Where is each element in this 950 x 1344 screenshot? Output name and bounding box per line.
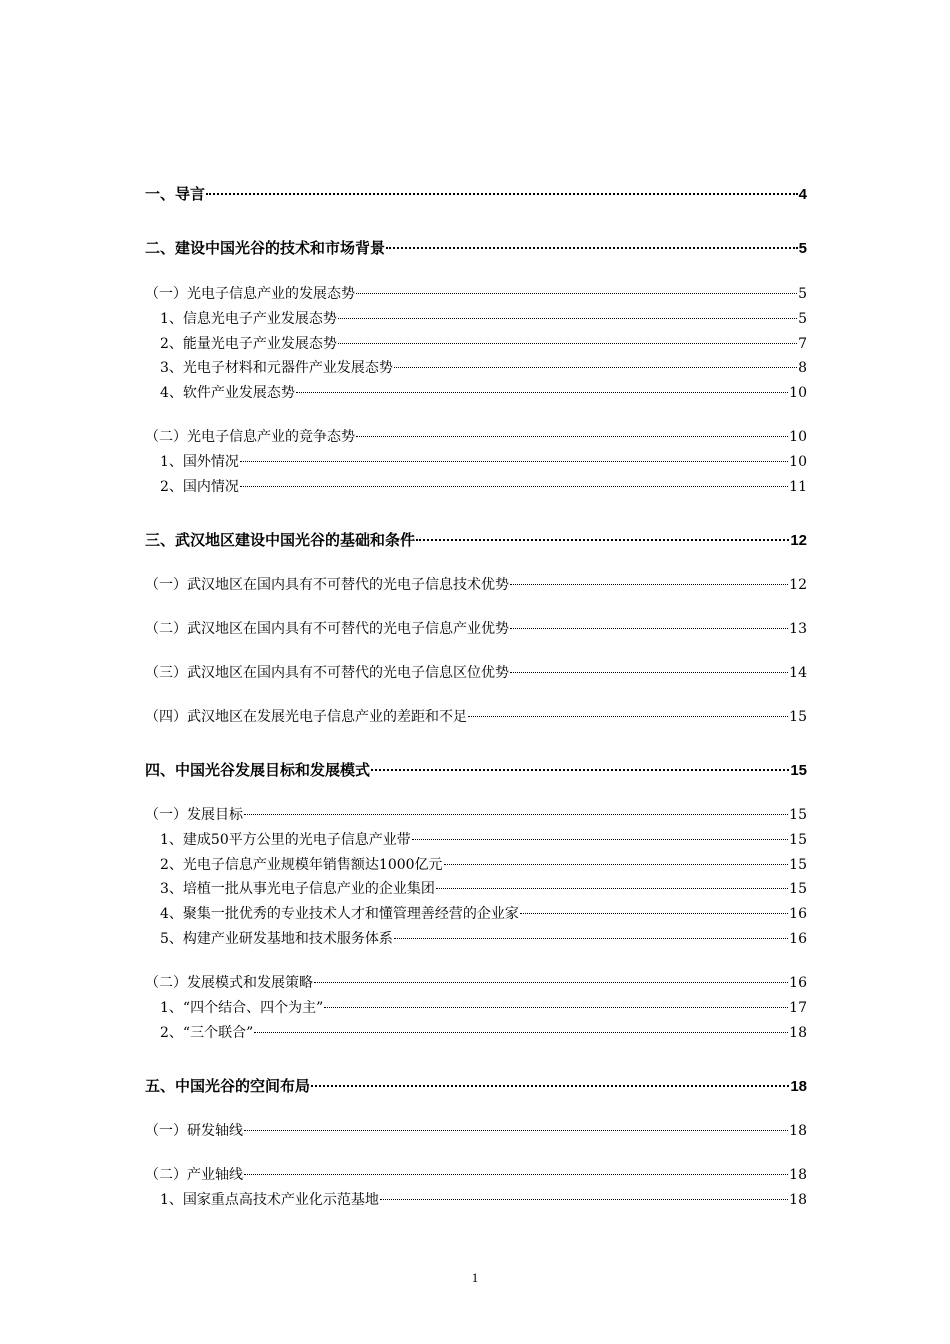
toc-entry-level-3[interactable] <box>145 382 807 404</box>
dot-leader <box>416 539 789 541</box>
toc-entry-page-number: 7 <box>798 336 807 352</box>
toc-entry-title: 1、建成50平方公里的光电子信息产业带 <box>160 832 411 848</box>
toc-entry-page-number: 18 <box>789 1192 807 1208</box>
dot-leader <box>356 293 797 294</box>
dot-leader <box>356 436 788 437</box>
toc-entry-title: （四）武汉地区在发展光电子信息产业的差距和不足 <box>145 709 467 725</box>
toc-entry-level-3[interactable] <box>145 829 807 851</box>
toc-entry-level-2[interactable] <box>145 618 807 640</box>
dot-leader <box>510 628 788 629</box>
page-number: 1 <box>471 1270 479 1285</box>
toc-entry-level-1[interactable] <box>145 184 807 206</box>
toc-entry-page-number: 18 <box>789 1025 807 1041</box>
toc-entry-title: 一、导言 <box>145 186 206 203</box>
toc-entry-title: 1、信息光电子产业发展态势 <box>160 311 337 327</box>
toc-entry-page-number: 4 <box>798 186 807 203</box>
dot-leader <box>510 672 788 673</box>
dot-leader <box>240 486 788 487</box>
toc-entry-title: 2、“三个联合” <box>160 1025 254 1041</box>
toc-entry-level-3[interactable] <box>145 308 807 330</box>
dot-leader <box>380 1199 788 1200</box>
dot-leader <box>386 247 798 249</box>
toc-entry-title: （二）发展模式和发展策略 <box>145 975 313 991</box>
toc-entry-title: （三）武汉地区在国内具有不可替代的光电子信息区位优势 <box>145 665 509 681</box>
toc-entry-level-2[interactable] <box>145 662 807 684</box>
toc-entry-title: 五、中国光谷的空间布局 <box>145 1078 311 1095</box>
dot-leader <box>444 864 789 865</box>
toc-entry-level-3[interactable] <box>145 997 807 1019</box>
toc-entry-level-3[interactable] <box>145 1022 807 1044</box>
toc-entry-page-number: 13 <box>789 621 807 637</box>
toc-entry-title: 3、光电子材料和元器件产业发展态势 <box>160 360 393 376</box>
toc-entry-level-1[interactable] <box>145 1076 807 1098</box>
toc-entry-page-number: 11 <box>789 479 807 495</box>
toc-entry-page-number: 18 <box>789 1167 807 1183</box>
toc-entry-page-number: 12 <box>789 577 807 593</box>
dot-leader <box>436 888 788 889</box>
dot-leader <box>314 982 788 983</box>
toc-entry-page-number: 15 <box>789 832 807 848</box>
toc-entry-page-number: 5 <box>798 311 807 327</box>
toc-entry-level-2[interactable] <box>145 426 807 448</box>
dot-leader <box>254 1032 788 1033</box>
toc-entry-page-number: 18 <box>790 1078 807 1095</box>
toc-entry-level-2[interactable] <box>145 283 807 305</box>
toc-entry-level-1[interactable] <box>145 530 807 552</box>
toc-entry-title: 三、武汉地区建设中国光谷的基础和条件 <box>145 532 416 549</box>
toc-entry-title: 4、软件产业发展态势 <box>160 385 295 401</box>
toc-entry-page-number: 10 <box>789 385 807 401</box>
toc-entry-title: （二）产业轴线 <box>145 1167 243 1183</box>
toc-entry-level-2[interactable] <box>145 1120 807 1142</box>
toc-entry-page-number: 10 <box>789 454 807 470</box>
toc-entry-level-2[interactable] <box>145 574 807 596</box>
toc-entry-level-3[interactable] <box>145 333 807 355</box>
toc-entry-page-number: 18 <box>789 1123 807 1139</box>
dot-leader <box>468 716 788 717</box>
toc-entry-title: （一）发展目标 <box>145 807 243 823</box>
dot-leader <box>244 1174 788 1175</box>
toc-entry-level-1[interactable] <box>145 238 807 260</box>
toc-entry-level-2[interactable] <box>145 972 807 994</box>
toc-entry-level-3[interactable] <box>145 928 807 950</box>
toc-entry-level-3[interactable] <box>145 476 807 498</box>
toc-entry-title: 4、聚集一批优秀的专业技术人才和懂管理善经营的企业家 <box>160 906 519 922</box>
toc-entry-level-3[interactable] <box>145 451 807 473</box>
toc-entry-page-number: 16 <box>789 906 807 922</box>
dot-leader <box>240 461 788 462</box>
dot-leader <box>412 839 788 840</box>
toc-entry-title: 1、国家重点高技术产业化示范基地 <box>160 1192 379 1208</box>
toc-entry-page-number: 16 <box>789 931 807 947</box>
toc-entry-page-number: 15 <box>789 807 807 823</box>
dot-leader <box>510 584 788 585</box>
toc-entry-title: 2、能量光电子产业发展态势 <box>160 336 337 352</box>
dot-leader <box>338 343 797 344</box>
toc-entry-page-number: 14 <box>789 665 807 681</box>
toc-entry-title: 3、培植一批从事光电子信息产业的企业集团 <box>160 881 435 897</box>
toc-entry-title: 二、建设中国光谷的技术和市场背景 <box>145 240 386 257</box>
toc-entry-page-number: 15 <box>790 762 807 779</box>
toc-entry-page-number: 5 <box>798 286 807 302</box>
toc-entry-page-number: 5 <box>798 240 807 257</box>
toc-entry-level-3[interactable] <box>145 854 807 876</box>
toc-entry-title: 1、国外情况 <box>160 454 239 470</box>
dot-leader <box>311 1085 789 1087</box>
dot-leader <box>371 769 789 771</box>
toc-entry-title: （二）光电子信息产业的竞争态势 <box>145 429 355 445</box>
toc-entry-page-number: 8 <box>798 360 807 376</box>
toc-entry-level-2[interactable] <box>145 804 807 826</box>
toc-entry-page-number: 15 <box>789 709 807 725</box>
toc-entry-level-1[interactable] <box>145 760 807 782</box>
toc-entry-title: 5、构建产业研发基地和技术服务体系 <box>160 931 393 947</box>
toc-entry-level-3[interactable] <box>145 878 807 900</box>
toc-entry-title: 四、中国光谷发展目标和发展模式 <box>145 762 371 779</box>
dot-leader <box>394 938 788 939</box>
toc-entry-page-number: 12 <box>790 532 807 549</box>
toc-entry-level-3[interactable] <box>145 903 807 925</box>
toc-entry-title: （一）研发轴线 <box>145 1123 243 1139</box>
toc-entry-title: （一）光电子信息产业的发展态势 <box>145 286 355 302</box>
dot-leader <box>520 913 788 914</box>
dot-leader <box>296 392 788 393</box>
dot-leader <box>394 367 797 368</box>
dot-leader <box>324 1007 788 1008</box>
toc-entry-level-3[interactable] <box>145 357 807 379</box>
toc-entry-title: （二）武汉地区在国内具有不可替代的光电子信息产业优势 <box>145 621 509 637</box>
toc-entry-page-number: 17 <box>789 1000 807 1016</box>
toc-entry-title: 2、光电子信息产业规模年销售额达1000亿元 <box>160 857 443 873</box>
toc-entry-title: （一）武汉地区在国内具有不可替代的光电子信息技术优势 <box>145 577 509 593</box>
toc-entry-level-3[interactable] <box>145 1189 807 1211</box>
toc-entry-title: 1、“四个结合、四个为主” <box>160 1000 324 1016</box>
dot-leader <box>206 193 798 195</box>
toc-entry-level-2[interactable] <box>145 1164 807 1186</box>
toc-entry-page-number: 15 <box>789 881 807 897</box>
toc-entry-page-number: 10 <box>789 429 807 445</box>
dot-leader <box>244 814 788 815</box>
toc-entry-level-2[interactable] <box>145 706 807 728</box>
dot-leader <box>244 1130 788 1131</box>
toc-entry-page-number: 15 <box>789 857 807 873</box>
toc-entry-title: 2、国内情况 <box>160 479 239 495</box>
dot-leader <box>338 318 797 319</box>
toc-entry-page-number: 16 <box>789 975 807 991</box>
